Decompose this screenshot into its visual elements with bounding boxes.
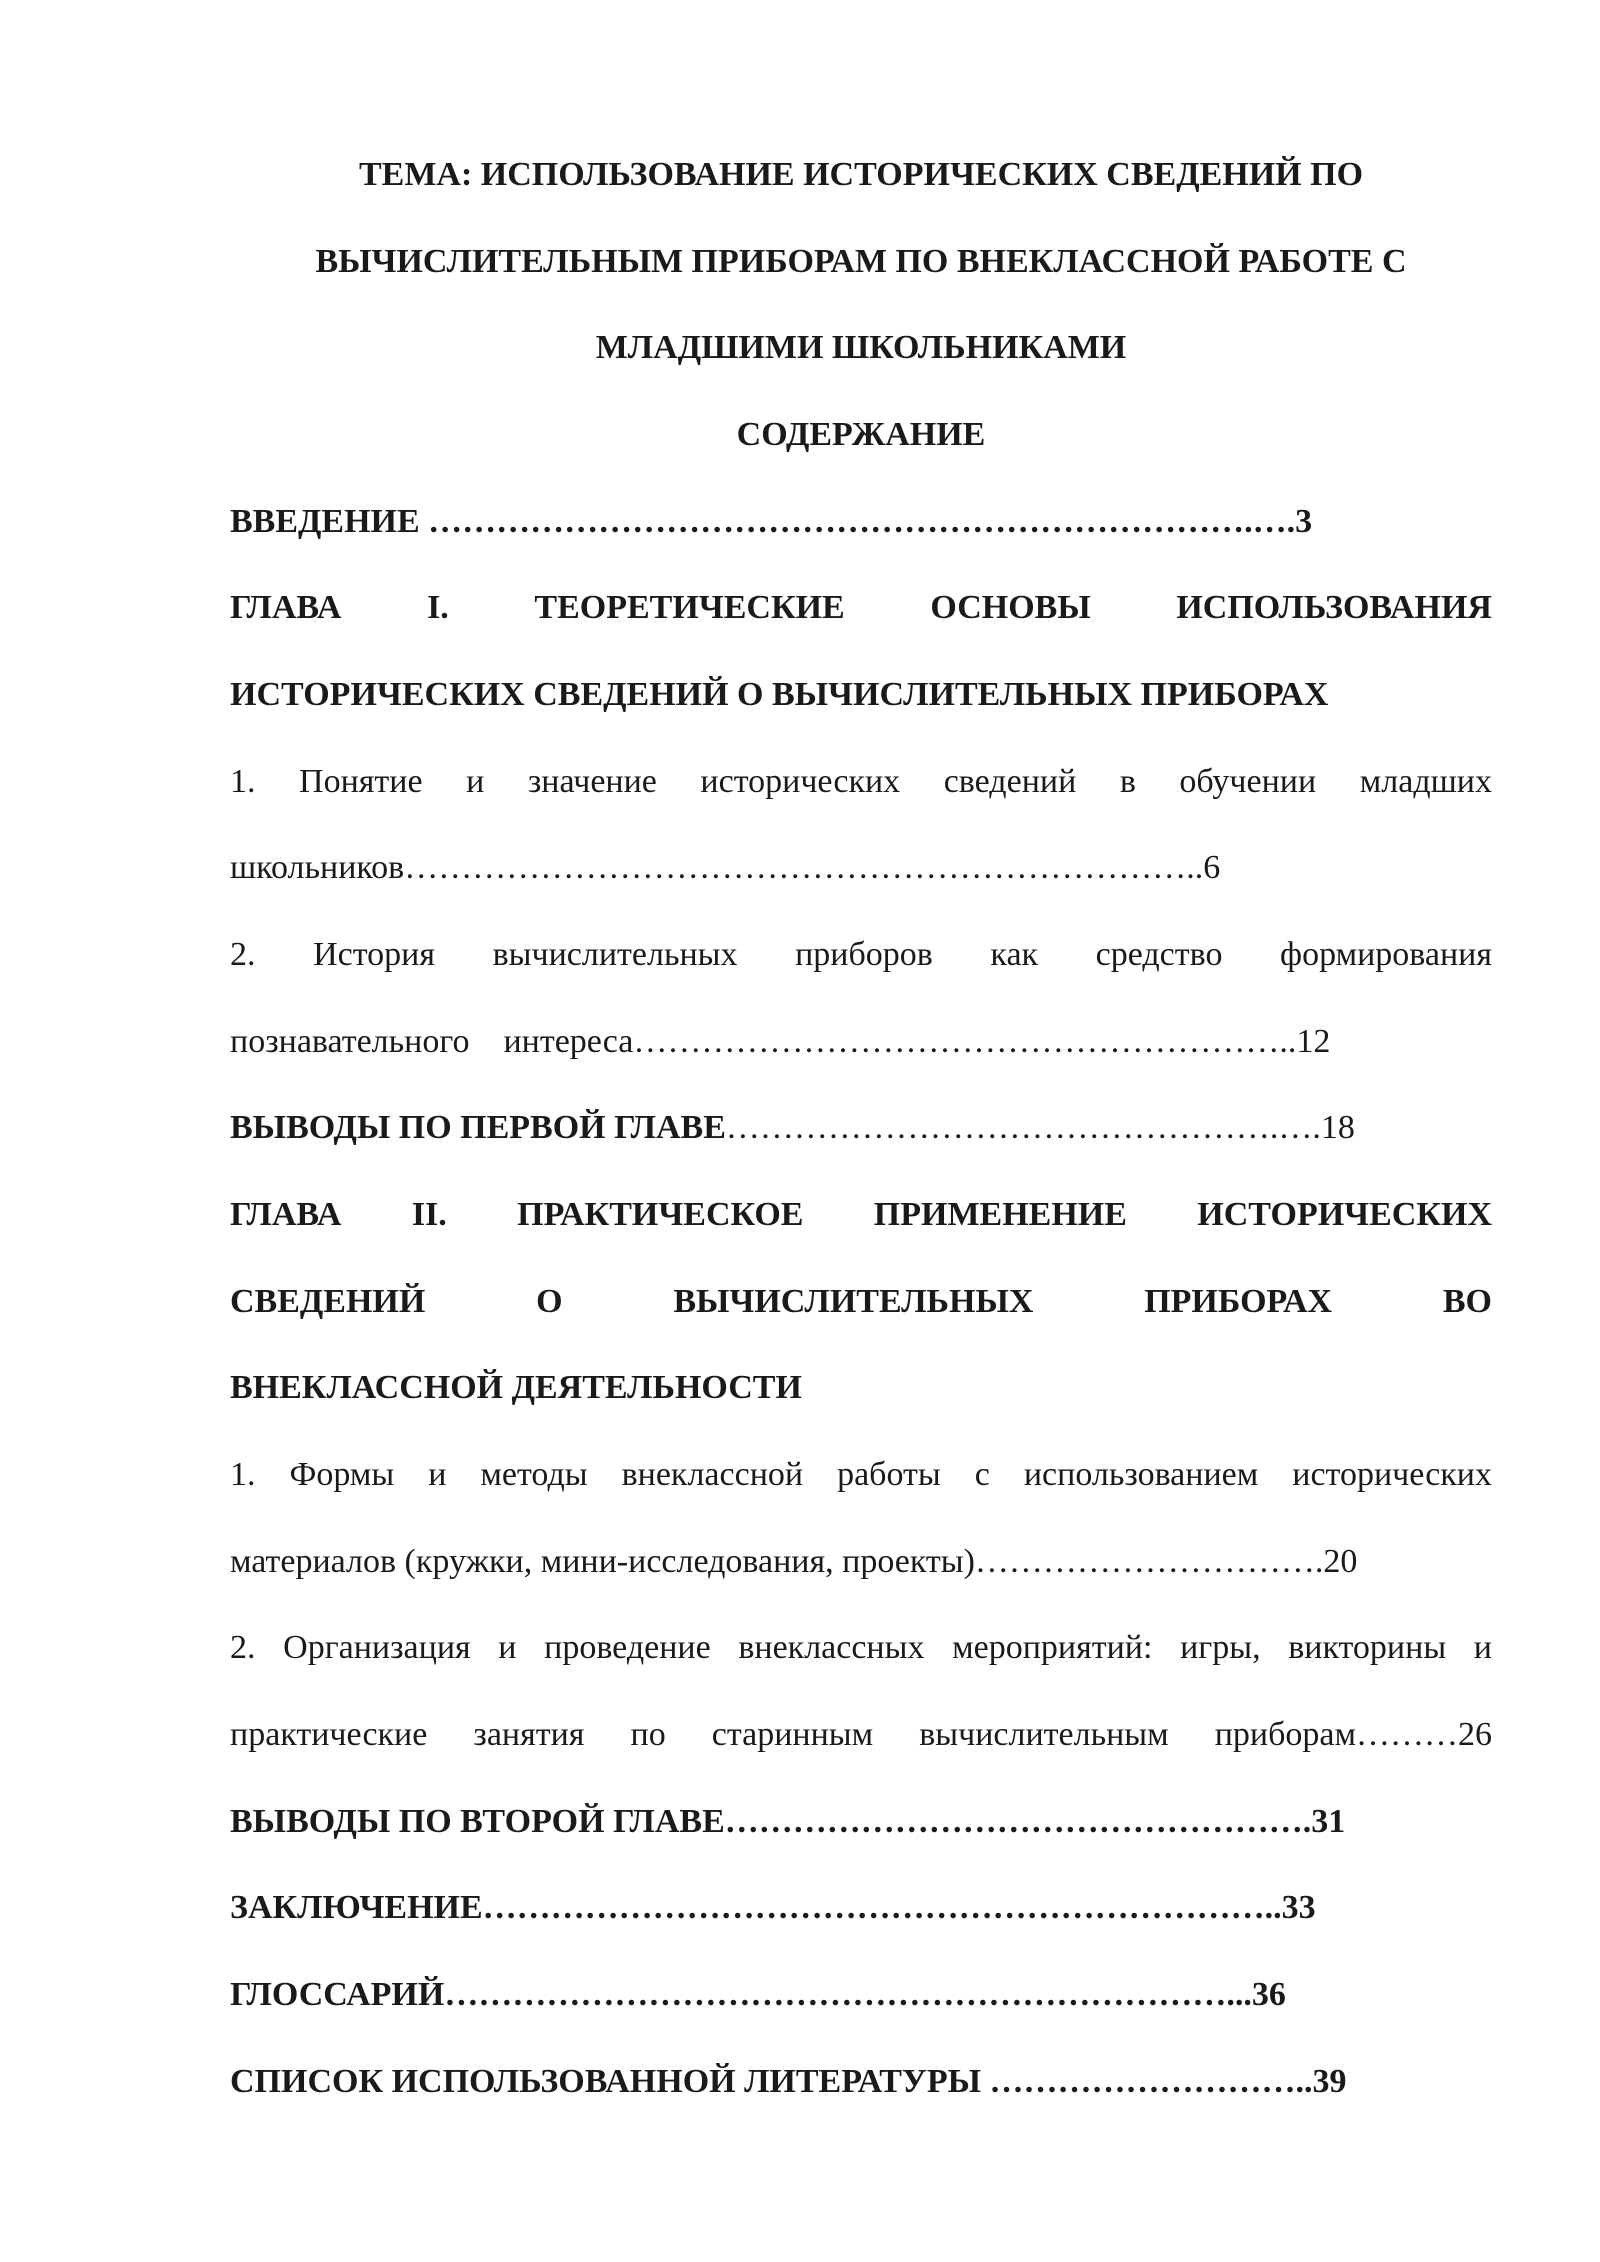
chapter2-word: ВЫЧИСЛИТЕЛЬНЫХ xyxy=(673,1283,1034,1320)
contents-heading: СОДЕРЖАНИЕ xyxy=(736,416,986,453)
toc-glossary: ГЛОССАРИЙ……………………………………………………………...36 xyxy=(230,1976,1286,2013)
chapter1-word: ТЕОРЕТИЧЕСКИЕ xyxy=(534,589,845,626)
section1-2-left: познавательного xyxy=(230,1023,470,1060)
toc-conclusions1 xyxy=(230,1098,1492,1158)
title-line-2: ВЫЧИСЛИТЕЛЬНЫМ ПРИБОРАМ ПО ВНЕКЛАССНОЙ РАБОТЕ С xyxy=(315,243,1407,280)
toc-intro: ВВЕДЕНИЕ ……………………………………………………………….….3 xyxy=(230,503,1313,540)
toc-chapter2-line1 xyxy=(230,1185,1492,1245)
chapter2-word: ПРИМЕНЕНИЕ xyxy=(873,1196,1127,1233)
chapter2-word: О xyxy=(536,1283,563,1320)
toc-chapter1-line2: ИСТОРИЧЕСКИХ СВЕДЕНИЙ О ВЫЧИСЛИТЕЛЬНЫХ ПРИБОРАХ xyxy=(230,676,1329,713)
chapter1-word: ИСПОЛЬЗОВАНИЯ xyxy=(1176,589,1492,626)
toc-conclusions2: ВЫВОДЫ ПО ВТОРОЙ ГЛАВЕ…………………………………………….31 xyxy=(230,1803,1346,1840)
toc-section2-1-line1: 1. Формы и методы внеклассной работы с использованием исторических xyxy=(230,1456,1492,1493)
title-line-1: ТЕМА: ИСПОЛЬЗОВАНИЕ ИСТОРИЧЕСКИХ СВЕДЕНИЙ ПО xyxy=(358,156,1364,193)
chapter2-word: ИСТОРИЧЕСКИХ xyxy=(1197,1196,1492,1233)
toc-conclusion: ЗАКЛЮЧЕНИЕ……………………………………………………………..33 xyxy=(230,1889,1316,1926)
toc-section2-1-line2: материалов (кружки, мини-исследования, проекты)………………………….20 xyxy=(230,1543,1358,1580)
toc-references: СПИСОК ИСПОЛЬЗОВАННОЙ ЛИТЕРАТУРЫ ………………………..39 xyxy=(230,2063,1347,2100)
chapter2-word: II. xyxy=(411,1196,447,1233)
conclusions1-title: ВЫВОДЫ ПО ПЕРВОЙ ГЛАВЕ xyxy=(230,1109,726,1146)
chapter1-word: ОСНОВЫ xyxy=(930,589,1091,626)
title-line-3: МЛАДШИМИ ШКОЛЬНИКАМИ xyxy=(595,329,1127,366)
chapter2-word: ПРАКТИЧЕСКОЕ xyxy=(517,1196,804,1233)
toc-section1-2-line1: 2. История вычислительных приборов как средство формирования xyxy=(230,936,1492,973)
toc-section2-2-line2: практические занятия по старинным вычислительным приборам………26 xyxy=(230,1716,1492,1753)
conclusions1-leader: ………………………………………….….18 xyxy=(725,1109,1355,1146)
toc-chapter1-line1 xyxy=(230,578,1492,638)
section1-2-right: интереса…………………………………………………..12 xyxy=(503,1023,1331,1060)
chapter2-word: СВЕДЕНИЙ xyxy=(230,1283,426,1320)
chapter2-word: ВО xyxy=(1442,1283,1492,1320)
toc-chapter2-line2 xyxy=(230,1272,1492,1332)
toc-section2-2-line1: 2. Организация и проведение внеклассных мероприятий: игры, викторины и xyxy=(230,1629,1492,1666)
toc-section1-1-line2: школьников……………………………………………………………..6 xyxy=(230,849,1221,886)
chapter1-word: ГЛАВА xyxy=(230,589,342,626)
toc-section1-2-line2 xyxy=(230,1012,1492,1072)
chapter2-word: ГЛАВА xyxy=(230,1196,342,1233)
chapter1-word: I. xyxy=(427,589,449,626)
toc-chapter2-line3: ВНЕКЛАССНОЙ ДЕЯТЕЛЬНОСТИ xyxy=(230,1369,802,1406)
chapter2-word: ПРИБОРАХ xyxy=(1144,1283,1333,1320)
toc-section1-1-line1: 1. Понятие и значение исторических сведений в обучении младших xyxy=(230,763,1492,800)
